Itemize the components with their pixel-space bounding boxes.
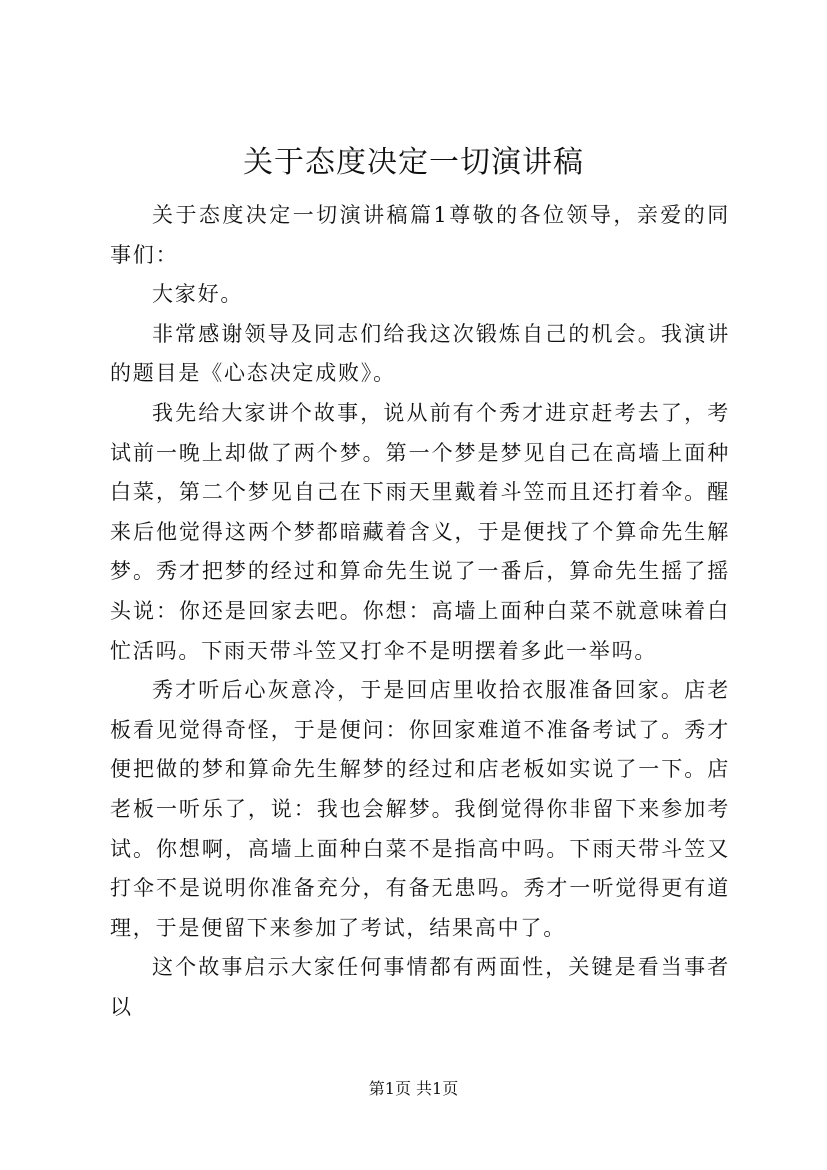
page-title: 关于态度决定一切演讲稿 (243, 145, 584, 180)
document-body (110, 196, 730, 1027)
paragraph: 大家好。 (152, 282, 244, 307)
paragraph: 我先给大家讲个故事，说从前有个秀才进京赶考去了，考试前一晚上却做了两个梦。第一个梦是梦见自己在高墙上面种白菜，第二个梦见自己在下雨天里戴着斗笠而且还打着伞。醒来后他觉得这两个梦都暗藏着含义，于是便找了个算命先生解梦。秀才把梦的经过和算命先生说了一番后，算命先生摇了摇头说：你还是回家去吧。你想：高墙上面种白菜不就意味着白忙活吗。下雨天带斗笠又打伞不是明摆着多此一举吗。 (110, 400, 730, 663)
paragraph: 关于态度决定一切演讲稿篇1尊敬的各位领导，亲爱的同事们： (110, 203, 730, 267)
paragraph: 这个故事启示大家任何事情都有两面性，关键是看当事者以 (110, 955, 730, 1019)
paragraph: 非常感谢领导及同志们给我这次锻炼自己的机会。我演讲的题目是《心态决定成败》。 (110, 321, 730, 386)
page-number-footer: 第1页 共1页 (368, 1079, 459, 1098)
paragraph: 秀才听后心灰意冷，于是回店里收拾衣服准备回家。店老板看见觉得奇怪，于是便问：你回家难道不准备考试了。秀才便把做的梦和算命先生解梦的经过和店老板如实说了一下。店老板一听乐了，说：我也会解梦。我倒觉得你非留下来参加考试。你想啊，高墙上面种白菜不是指高中吗。下雨天带斗笠又打伞不是说明你准备充分，有备无患吗。秀才一听觉得更有道理，于是便留下来参加了考试，结果高中了。 (110, 678, 730, 940)
